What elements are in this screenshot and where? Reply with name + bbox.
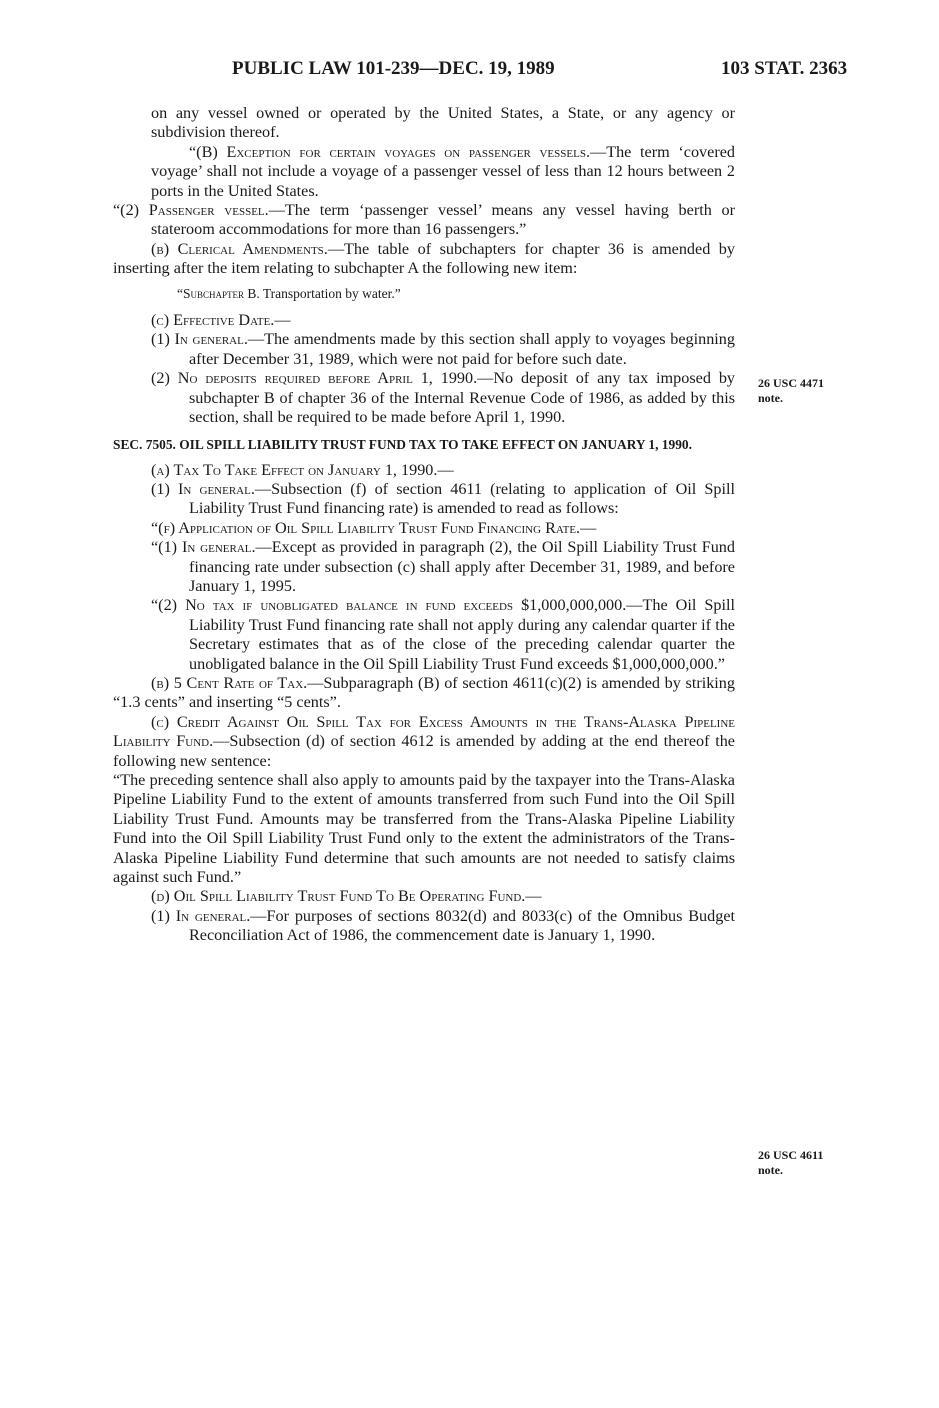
paragraph: [113, 480, 735, 519]
paragraph: [113, 519, 735, 538]
paragraph-text: —The table of subchapters for chapter 36 is amended by inserting after the item relating to subchapter A the following new item:: [113, 239, 735, 278]
paragraph: [113, 713, 735, 771]
paragraph: [113, 143, 735, 201]
paragraph: [113, 887, 735, 906]
paragraph-heading: (2) No deposits required before April 1, 1990.: [151, 369, 478, 388]
paragraph-heading: (1) In general.: [151, 906, 251, 925]
paragraph-heading: “(2) Passenger vessel.: [113, 201, 269, 220]
paragraph-heading: “(1) In general.: [151, 538, 256, 557]
paragraph-heading: (1) In general.: [151, 479, 255, 498]
paragraph: [113, 596, 735, 674]
paragraph-text: —The amendments made by this section shall apply to voyages beginning after December 31, 1989, which were not paid for before such date.: [189, 330, 735, 368]
paragraph-text: —The term ‘passenger vessel’ means any vessel having berth or stateroom accommodations for more than 16 passengers.”: [151, 201, 735, 239]
paragraph-heading: (b) 5 Cent Rate of Tax.: [151, 673, 308, 692]
paragraph: [113, 461, 735, 480]
paragraph-text: —Subsection (f) of section 4611 (relating to application of Oil Spill Liability Trust Fund financing rate) is amended to read as follows:: [189, 479, 735, 518]
law-title: PUBLIC LAW 101-239—DEC. 19, 1989: [232, 58, 555, 79]
paragraph: [113, 369, 735, 427]
paragraph-heading: (1) In general.: [151, 330, 248, 349]
paragraph-text: —Subparagraph (B) of section 4611(c)(2) is amended by striking “1.3 cents” and inserting “5 cents”.: [113, 673, 735, 712]
paragraph: [113, 330, 735, 369]
margin-note-label: note.: [758, 1163, 783, 1177]
paragraph-heading: “(f) Application of Oil Spill Liability Trust Fund Financing Rate.: [151, 518, 581, 537]
paragraph-heading: (c) Effective Date.: [151, 311, 275, 330]
paragraph: [113, 538, 735, 596]
paragraph-heading: (d) Oil Spill Liability Trust Fund To Be Operating Fund.: [151, 887, 526, 906]
paragraph-heading: “(B) Exception for certain voyages on passenger vessels.: [189, 142, 590, 161]
running-header: [0, 58, 939, 84]
paragraph: [113, 311, 735, 330]
margin-note-citation: 26 USC 4611: [758, 1148, 824, 1162]
paragraph-heading: “Subchapter B.: [177, 285, 260, 301]
paragraph-heading: “(2) No tax if unobligated balance in fund exceeds $1,000,000,000.: [151, 596, 627, 615]
quoted-sentence: “The preceding sentence shall also apply to amounts paid by the taxpayer into the Trans-Alaska Pipeline Liability Fund to the extent of amounts transferred from such Fund into the Oil Spill Liability Trust Fund. Amounts may be transferred from the Trans-Alaska Pipeline Liability Fund into the Oil Spill Liability Trust Fund only to the extent the administrators of the Trans-Alaska Pipeline Liability Fund determine that such amounts are not needed to satisfy claims against such Fund.”: [113, 771, 735, 887]
paragraph-heading: (a) Tax To Take Effect on January 1, 1990.: [151, 460, 438, 479]
paragraph-text: —No deposit of any tax imposed by subchapter B of chapter 36 of the Internal Revenue Code of 1986, as added by this section, shall be required to be made before April 1, 1990.: [189, 369, 736, 427]
statute-body: [113, 104, 735, 946]
paragraph-text: —Subsection (d) of section 4612 is amended by adding at the end thereof the following new sentence:: [113, 732, 735, 770]
paragraph-text: —: [580, 518, 597, 537]
stat-page-number: 103 STAT. 2363: [721, 58, 848, 79]
paragraph-text: —: [437, 460, 454, 479]
margin-note-label: note.: [758, 391, 783, 405]
paragraph-text: —The term ‘covered voyage’ shall not include a voyage of a passenger vessel of less than 12 hours between 2 ports in the United States.: [151, 142, 735, 200]
paragraph-text: —Except as provided in paragraph (2), the Oil Spill Liability Trust Fund financing rate under subsection (c) shall apply after December 31, 1989, and before January 1, 1995.: [189, 538, 735, 595]
paragraph-text: —: [274, 311, 291, 330]
paragraph: [113, 674, 735, 713]
margin-note-citation: 26 USC 4471: [758, 376, 825, 390]
margin-note-usc-4611: [758, 1148, 858, 1178]
margin-note-usc-4471: [758, 376, 858, 406]
paragraph: on any vessel owned or operated by the United States, a State, or any agency or subdivision thereof.: [151, 104, 735, 142]
paragraph: [75, 201, 735, 240]
paragraph-text: —: [525, 887, 542, 906]
paragraph-heading: (b) Clerical Amendments.: [151, 239, 328, 258]
section-heading: SEC. 7505. OIL SPILL LIABILITY TRUST FUND TAX TO TAKE EFFECT ON JANUARY 1, 1990.: [113, 436, 692, 452]
table-item-insert: [113, 284, 735, 303]
paragraph-text: —For purposes of sections 8032(d) and 8033(c) of the Omnibus Budget Reconciliation Act of 1986, the commencement date is January 1, 1990.: [189, 906, 736, 945]
paragraph: [113, 907, 735, 946]
paragraph-text: —The Oil Spill Liability Trust Fund financing rate shall not apply during any calendar quarter if the Secretary estimates that as of the close of the preceding calendar quarter the unobligated balance in the Oil Spill Liability Trust Fund exceeds $1,000,000,000.”: [189, 596, 735, 673]
paragraph-text: Transportation by water.”: [259, 285, 401, 301]
paragraph: [113, 240, 735, 279]
paragraph-heading: (c) Credit Against Oil Spill Tax for Excess Amounts in the Trans-Alaska Pipeline Liability Fund.: [113, 712, 735, 751]
